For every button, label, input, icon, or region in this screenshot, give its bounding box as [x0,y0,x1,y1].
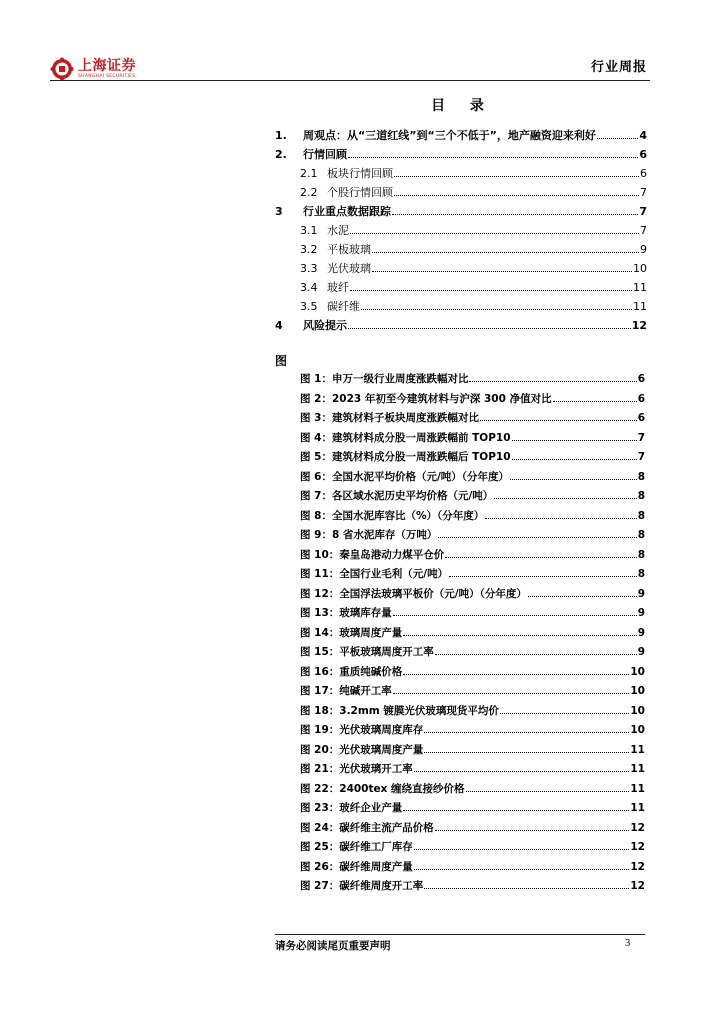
toc-entry-number: 3.1 [300,224,318,237]
dot-leader [485,517,636,519]
toc-entry-label: 平板玻璃 [327,243,371,256]
dot-leader [424,887,629,889]
toc-entry-page: 12 [631,319,647,332]
figure-entry-label: 图 7：各区域水泥历史平均价格（元/吨） [300,490,494,502]
toc-entry-page: 10 [633,262,647,275]
toc-entry-number: 4 [275,319,283,332]
toc-entry-page: 4 [639,129,647,142]
figure-entry-label: 图 11：全国行业毛利（元/吨） [300,568,449,580]
dot-leader [469,380,636,382]
figure-entry[interactable] [300,585,645,605]
figure-entry[interactable] [300,760,645,780]
figure-entry-label: 图 2：2023 年初至今建筑材料与沪深 300 净值对比 [300,392,552,405]
dot-leader [528,595,637,597]
figure-entry-page: 7 [637,431,645,444]
figure-entry-label: 图 5：建筑材料成分股一周涨跌幅后 TOP10 [300,451,511,463]
toc-entry-label: 周观点：从“三道红线”到“三个不低于”，地产融资迎来利好 [303,129,596,142]
header-divider [50,80,650,81]
dot-leader [394,175,639,177]
toc-entry[interactable] [275,221,647,240]
figure-entry-page: 11 [630,782,645,795]
toc-entry-number: 3.2 [300,243,318,256]
dot-leader [414,848,630,850]
toc-entry-number: 3.5 [300,300,318,313]
toc-entry-number: 2.1 [300,167,318,180]
toc-entry-label: 板块行情回顾 [327,167,393,180]
figure-entry-page: 11 [630,763,645,775]
figure-entry[interactable] [300,643,645,663]
dot-leader [414,868,630,870]
toc-entry-page: 6 [639,148,647,161]
figure-entry-page: 12 [630,860,645,873]
figure-entry[interactable] [300,468,645,488]
toc-entry[interactable] [275,240,647,259]
figure-entry-page: 12 [630,821,645,834]
table-of-contents [275,126,647,335]
toc-entry-number: 3 [275,205,283,218]
figure-entry[interactable] [300,409,645,429]
figure-entry-label: 图 27：碳纤维周度开工率 [300,880,424,892]
dot-leader [361,308,632,310]
figure-entry[interactable] [300,370,645,390]
report-type: 行业周报 [590,60,647,75]
figure-entry-label: 图 10：秦皇岛港动力煤平仓价 [300,548,445,561]
figure-entry[interactable] [300,741,645,761]
toc-title: 目 录 [431,98,494,114]
figure-entry[interactable] [300,702,645,722]
figure-entry[interactable] [300,858,645,878]
disclaimer-note: 请务必阅读尾页重要声明 [275,940,391,952]
figure-entry-page: 9 [637,626,645,639]
toc-entry-label: 行情回顾 [303,148,347,161]
toc-entry[interactable] [275,164,647,183]
page-number: 3 [625,938,631,949]
dot-leader [424,731,629,733]
footer-divider [275,934,645,935]
figure-entry[interactable] [300,487,645,507]
figure-entry-label: 图 14：玻璃周度产量 [300,626,403,639]
toc-entry-page: 11 [633,300,647,313]
figure-entry-page: 8 [637,568,645,580]
toc-entry-page: 11 [633,281,647,294]
toc-entry-number: 2. [275,148,287,161]
toc-entry[interactable] [275,297,647,316]
figure-entry[interactable] [300,799,645,819]
figure-entry-page: 9 [637,646,645,658]
figure-entry[interactable] [300,448,645,468]
figure-entry-page: 6 [637,412,645,424]
dot-leader [394,194,639,196]
figure-entry-label: 图 22：2400tex 缠绕直接纱价格 [300,782,465,795]
figure-entry[interactable] [300,780,645,800]
dot-leader [435,829,630,831]
figure-entry-label: 图 25：碳纤维工厂库存 [300,841,413,853]
figure-entry-label: 图 20：光伏玻璃周度产量 [300,743,424,756]
toc-entry[interactable] [275,183,647,202]
toc-entry-page: 9 [640,243,647,256]
logo-emblem-icon [50,57,74,81]
dot-leader [392,213,638,215]
toc-entry[interactable] [275,278,647,297]
dot-leader [445,556,636,558]
figure-entry-page: 8 [637,470,645,483]
figure-entry[interactable] [300,546,645,566]
figure-entry-page: 6 [637,392,645,405]
figure-entry-label: 图 8：全国水泥库容比（%）（分年度） [300,509,485,522]
dot-leader [350,232,639,234]
dot-leader [500,712,629,714]
dot-leader [393,692,630,694]
figure-entry-label: 图 6：全国水泥平均价格（元/吨）（分年度） [300,470,510,483]
figure-entry-page: 9 [637,587,645,600]
figure-entry-page: 12 [630,841,645,853]
figure-entry-label: 图 9：8 省水泥库存（万吨） [300,529,438,541]
figure-entry-page: 10 [630,724,645,736]
figure-entry[interactable] [300,565,645,585]
figure-entry-page: 8 [637,529,645,541]
toc-entry-page: 7 [639,205,647,218]
toc-entry-page: 6 [640,167,647,180]
toc-entry[interactable] [275,126,647,145]
toc-entry[interactable] [275,145,647,164]
page-header [50,50,650,80]
figure-entry-page: 12 [630,880,645,892]
figure-entry[interactable] [300,663,645,683]
figure-entry-page: 8 [637,490,645,502]
figure-entry-label: 图 17：纯碱开工率 [300,685,392,697]
toc-entry-label: 个股行情回顾 [327,186,393,199]
figure-entry-label: 图 13：玻璃库存量 [300,607,392,619]
figure-entry-page: 10 [630,665,645,678]
figure-entry-label: 图 3：建筑材料子板块周度涨跌幅对比 [300,412,479,424]
toc-entry-number: 2.2 [300,186,318,199]
dot-leader [480,419,637,421]
dot-leader [553,400,637,402]
dot-leader [350,289,632,291]
figure-entry[interactable] [300,838,645,858]
toc-entry-number: 3.3 [300,262,318,275]
figure-entry[interactable] [300,877,645,897]
toc-entry-label: 光伏玻璃 [327,262,371,275]
figure-entry[interactable] [300,721,645,741]
dot-leader [403,634,636,636]
figure-entry[interactable] [300,429,645,449]
figure-entry[interactable] [300,390,645,410]
toc-entry[interactable] [275,259,647,278]
figure-entry[interactable] [300,526,645,546]
logo-chinese-name: 上海证券 [78,57,136,74]
toc-entry-label: 行业重点数据跟踪 [303,205,391,218]
dot-leader [438,536,636,538]
figure-entry-page: 8 [637,509,645,522]
dot-leader [435,653,637,655]
toc-entry[interactable] [275,202,647,221]
toc-entry-label: 水泥 [327,224,349,237]
figure-entry-label: 图 21：光伏玻璃开工率 [300,763,413,775]
logo-english-name: SHANGHAI SECURITIES [78,73,136,79]
dot-leader [372,270,632,272]
figure-entry-page: 6 [637,373,645,385]
toc-entry-label: 风险提示 [303,319,347,332]
figure-entry-label: 图 1：申万一级行业周度涨跌幅对比 [300,373,469,385]
figure-entry-page: 9 [637,607,645,619]
figure-entry-page: 8 [637,548,645,561]
figure-entry-page: 11 [630,743,645,756]
figure-entry-label: 图 23：玻纤企业产量 [300,802,403,814]
figure-entry-label: 图 12：全国浮法玻璃平板价（元/吨）（分年度） [300,587,527,600]
toc-entry-number: 3.4 [300,281,318,294]
figure-entry-label: 图 15：平板玻璃周度开工率 [300,646,434,658]
figures-heading: 图 [275,354,288,368]
toc-entry-page: 7 [640,186,647,199]
toc-entry-number: 1. [275,129,287,142]
figure-entry[interactable] [300,604,645,624]
toc-entry-label: 玻纤 [327,281,349,294]
figure-entry-label: 图 16：重质纯碱价格 [300,665,403,678]
figure-entry[interactable] [300,682,645,702]
figure-entry-page: 7 [637,451,645,463]
figure-entry-label: 图 26：碳纤维周度产量 [300,860,413,873]
dot-leader [372,251,639,253]
figure-entry-label: 图 19：光伏玻璃周度库存 [300,724,424,736]
dot-leader [424,751,629,753]
figure-entry-page: 10 [630,685,645,697]
figure-entry[interactable] [300,819,645,839]
figure-entry-page: 10 [630,704,645,717]
toc-entry-page: 7 [640,224,647,237]
dot-leader [512,439,637,441]
toc-entry-label: 碳纤维 [327,300,360,313]
figure-entry-page: 11 [630,802,645,814]
dot-leader [597,137,638,139]
figure-entry-label: 图 4：建筑材料成分股一周涨跌幅前 TOP10 [300,431,511,444]
dot-leader [403,809,629,811]
dot-leader [393,614,637,616]
figure-entry-label: 图 24：碳纤维主流产品价格 [300,821,434,834]
dot-leader [494,497,636,499]
toc-entry[interactable] [275,316,647,335]
dot-leader [512,458,637,460]
dot-leader [466,790,630,792]
figure-entry[interactable] [300,624,645,644]
dot-leader [510,478,637,480]
dot-leader [403,673,629,675]
figure-list [300,370,645,897]
figure-entry-label: 图 18：3.2mm 镀膜光伏玻璃现货平均价 [300,704,499,717]
dot-leader [348,156,638,158]
dot-leader [449,575,637,577]
figure-entry[interactable] [300,507,645,527]
dot-leader [414,770,630,772]
dot-leader [348,327,631,329]
